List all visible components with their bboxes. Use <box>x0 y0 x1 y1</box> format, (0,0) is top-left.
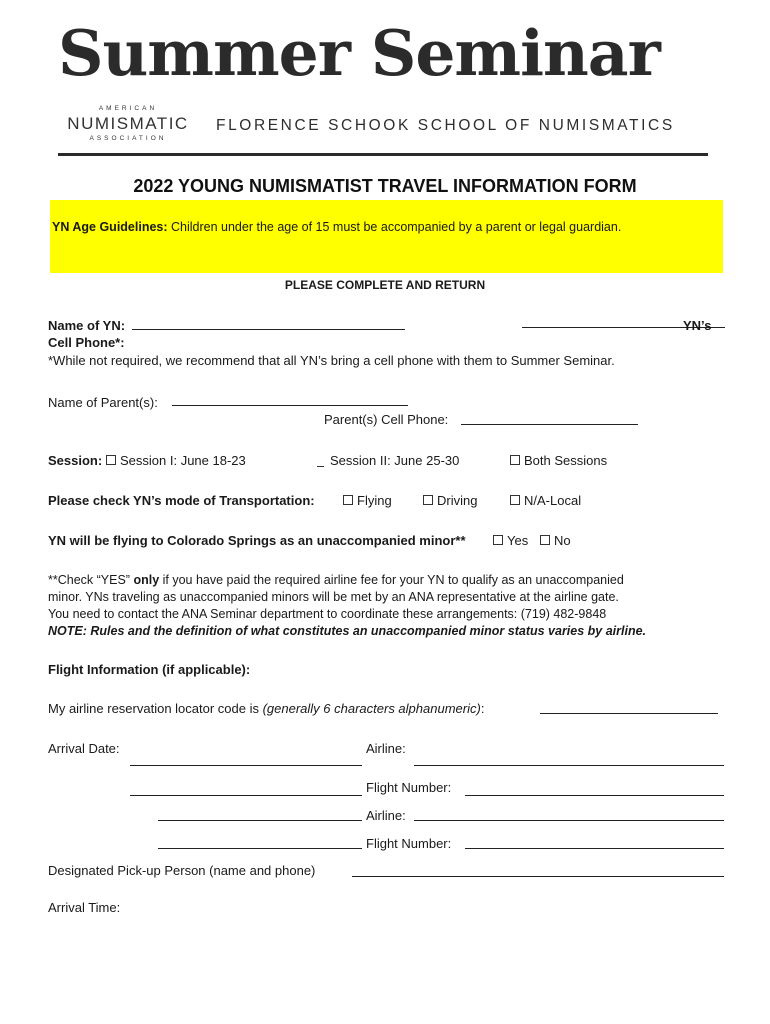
unaccompanied-yes-option[interactable] <box>493 533 528 548</box>
driving-label: Driving <box>437 493 478 508</box>
guidelines-label: YN Age Guidelines: <box>52 220 168 234</box>
session-both-label: Both Sessions <box>524 453 608 468</box>
header-divider <box>58 153 708 156</box>
cell-phone-note: *While not required, we recommend that all YN’s bring a cell phone with them to Summer Seminar. <box>48 353 615 368</box>
flight-number-field-1[interactable] <box>465 795 724 796</box>
flight-number-label-2: Flight Number: <box>366 836 452 851</box>
session-1-option[interactable] <box>106 453 246 468</box>
yn-name-label: Name of YN: <box>48 318 126 333</box>
flight-info-heading: Flight Information (if applicable): <box>48 662 251 677</box>
unaccompanied-note <box>48 572 728 640</box>
flight-number-label-1: Flight Number: <box>366 780 452 795</box>
guidelines-highlight <box>50 200 723 273</box>
airline-field-1[interactable] <box>414 765 724 766</box>
unaccompanied-label: YN will be flying to Colorado Springs as an unaccompanied minor** <box>48 533 466 548</box>
note-line-1c: if you have paid the required airline fee for your YN to qualify as an unaccompanied <box>159 573 624 587</box>
note-only-emphasis: only <box>133 573 160 587</box>
flying-label: Flying <box>357 493 392 508</box>
cell-phone-label: Cell Phone*: <box>48 335 125 350</box>
unaccompanied-no-option[interactable] <box>540 533 571 548</box>
arrival-date-field-3[interactable] <box>158 820 362 821</box>
note-line-1 <box>48 572 728 589</box>
locator-field[interactable] <box>540 713 718 714</box>
parent-phone-label: Parent(s) Cell Phone: <box>324 412 449 427</box>
arrival-date-field-2[interactable] <box>130 795 362 796</box>
transport-flying-option[interactable] <box>343 493 392 508</box>
airline-field-2[interactable] <box>414 820 724 821</box>
logo-bottom-text: ASSOCIATION <box>89 135 167 143</box>
locator-text-b: (generally 6 characters alphanumeric) <box>262 701 481 716</box>
note-line-4: NOTE: Rules and the definition of what constitutes an unaccompanied minor status varies by airline. <box>48 624 647 638</box>
arrival-date-field[interactable] <box>130 765 362 766</box>
flying-checkbox[interactable] <box>343 495 353 505</box>
local-checkbox[interactable] <box>510 495 520 505</box>
parent-name-field[interactable] <box>172 405 408 406</box>
session-2-blank[interactable] <box>317 466 324 467</box>
session-both-option[interactable] <box>510 453 607 468</box>
arrival-date-field-4[interactable] <box>158 848 362 849</box>
school-name: FLORENCE SCHOOK SCHOOL OF NUMISMATICS <box>216 117 675 134</box>
note-line-2: minor. YNs traveling as unaccompanied minors will be met by an ANA representative at the airline gate. <box>48 590 619 604</box>
arrival-time-label: Arrival Time: <box>48 900 121 915</box>
guidelines-text: Children under the age of 15 must be accompanied by a parent or legal guardian. <box>167 220 622 234</box>
session-2-label: Session II: June 25-30 <box>330 453 460 468</box>
transport-driving-option[interactable] <box>423 493 477 508</box>
session-1-checkbox[interactable] <box>106 455 116 465</box>
logo-main-text: NUMISMATIC <box>67 113 189 133</box>
session-both-checkbox[interactable] <box>510 455 520 465</box>
yes-checkbox[interactable] <box>493 535 503 545</box>
flight-number-field-2[interactable] <box>465 848 724 849</box>
locator-text-c: : <box>480 701 485 716</box>
yes-label: Yes <box>507 533 529 548</box>
page-title: Summer Seminar <box>58 16 660 90</box>
pickup-label: Designated Pick-up Person (name and phone) <box>48 863 316 878</box>
parent-name-label: Name of Parent(s): <box>48 395 158 410</box>
ana-logo <box>58 106 198 143</box>
logo-top-text: AMERICAN <box>98 105 158 112</box>
pickup-field[interactable] <box>352 876 724 877</box>
airline-label-2: Airline: <box>366 808 406 823</box>
arrival-date-label: Arrival Date: <box>48 741 120 756</box>
no-label: No <box>554 533 571 548</box>
transport-local-option[interactable] <box>510 493 581 508</box>
locator-text-a: My airline reservation locator code is <box>48 701 263 716</box>
local-label: N/A-Local <box>524 493 582 508</box>
age-guidelines <box>52 220 621 234</box>
locator-label <box>48 701 484 716</box>
yn-name-field[interactable] <box>132 329 405 330</box>
session-1-label: Session I: June 18-23 <box>120 453 246 468</box>
complete-return-heading: PLEASE COMPLETE AND RETURN <box>284 278 486 292</box>
session-label: Session: <box>48 453 103 468</box>
form-title: 2022 YOUNG NUMISMATIST TRAVEL INFORMATION FORM <box>133 176 637 196</box>
yns-label: YN’s <box>683 318 712 333</box>
no-checkbox[interactable] <box>540 535 550 545</box>
airline-label-1: Airline: <box>366 741 406 756</box>
note-line-1a: **Check “YES” <box>48 573 134 587</box>
parent-phone-field[interactable] <box>461 424 638 425</box>
transport-label: Please check YN’s mode of Transportation: <box>48 493 315 508</box>
driving-checkbox[interactable] <box>423 495 433 505</box>
note-line-3: You need to contact the ANA Seminar department to coordinate these arrangements: (719) 482-9848 <box>48 607 607 621</box>
